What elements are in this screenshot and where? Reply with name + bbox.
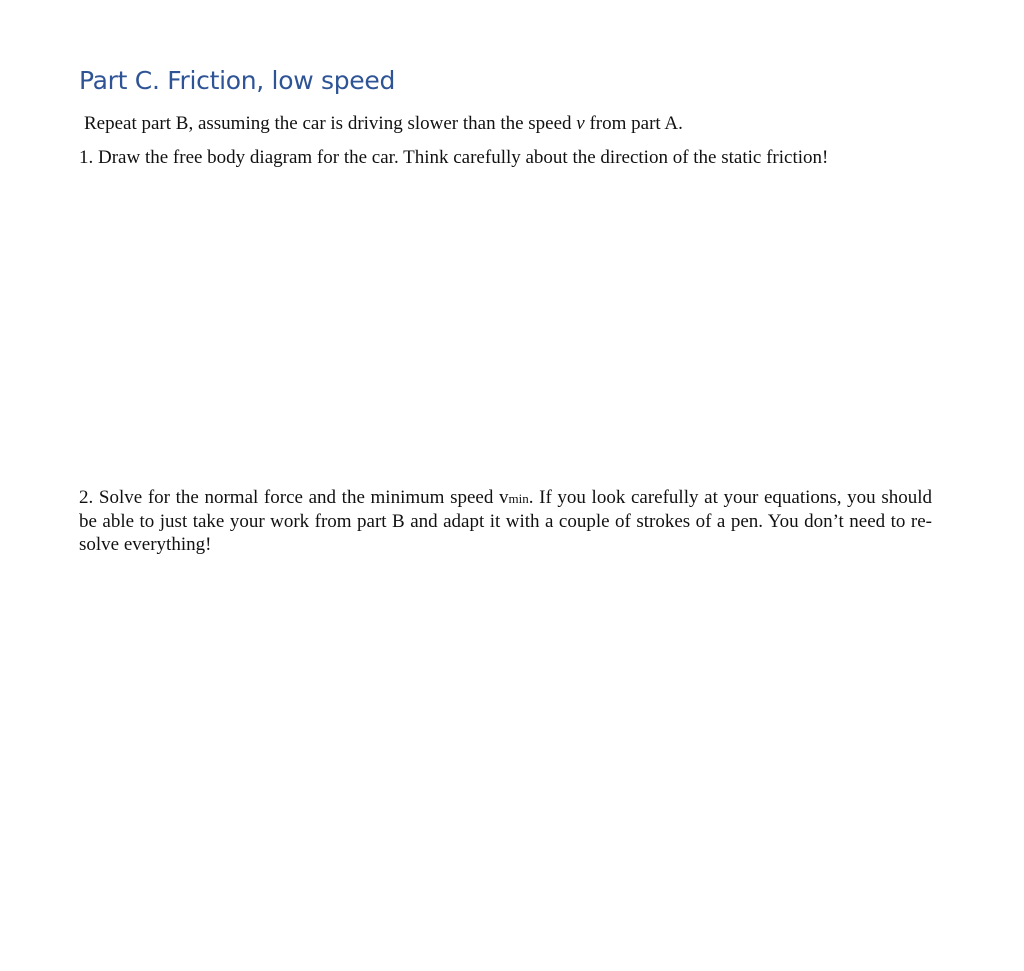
speed-variable: v [576,113,585,134]
section-heading: Part C. Friction, low speed [79,66,396,95]
intro-paragraph [84,112,683,135]
vmin-variable [499,487,529,508]
answer-space-question-2 [79,565,932,945]
question-1: 1. Draw the free body diagram for the car. Think carefully about the direction of the static friction! [79,147,829,168]
vmin-subscript: min [508,491,529,506]
question-2-text-end: . If you look carefully at your equations, you should be able to just take your work from part B and adapt it with a couple of strokes of a pen. You don’t need to re-solve everything! [79,487,932,555]
question-2-text-start: 2. Solve for the normal force and the minimum speed [79,487,499,508]
question-2 [79,486,932,556]
vmin-base: v [498,487,509,508]
intro-text-start: Repeat part B, assuming the car is driving slower than the speed [84,113,577,134]
intro-text-end: from part A. [584,113,683,134]
answer-space-question-1 [79,180,932,470]
